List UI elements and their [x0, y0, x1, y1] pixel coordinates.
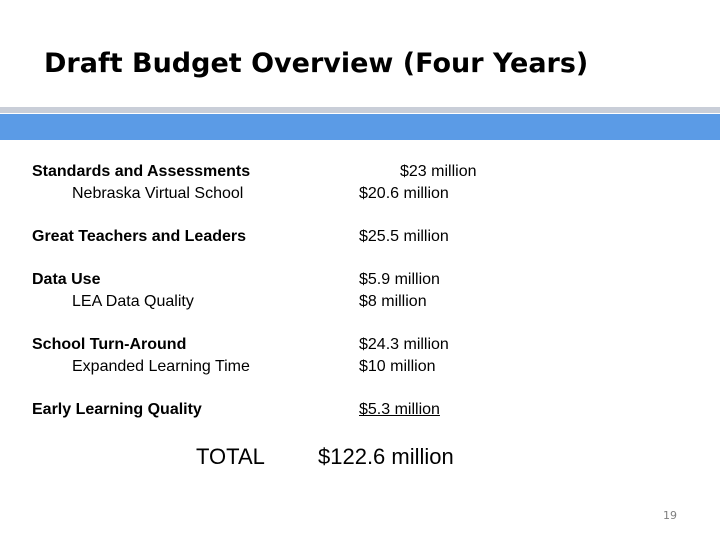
- budget-item-value: $5.3 million: [359, 401, 440, 418]
- total-value: $122.6 million: [318, 444, 454, 469]
- page-number: 19: [663, 509, 677, 522]
- budget-item-value: $25.5 million: [359, 228, 449, 245]
- budget-item-label: Great Teachers and Leaders: [32, 228, 247, 245]
- budget-subitem-value: $20.6 million: [359, 185, 449, 202]
- total-label: TOTAL: [196, 444, 265, 469]
- budget-subitem-label: LEA Data Quality: [72, 293, 194, 310]
- header-divider-thin: [0, 107, 720, 113]
- budget-item-label: Standards and Assessments: [32, 163, 251, 180]
- budget-item-label: Data Use: [32, 271, 101, 288]
- budget-item-label: School Turn-Around: [32, 336, 187, 353]
- budget-item-value: $23 million: [400, 163, 477, 180]
- budget-subitem-label: Expanded Learning Time: [72, 358, 250, 375]
- budget-item-value: $24.3 million: [359, 336, 449, 353]
- budget-subitem-label: Nebraska Virtual School: [72, 185, 244, 202]
- budget-subitem-value: $10 million: [359, 358, 436, 375]
- slide-title: Draft Budget Overview (Four Years): [44, 48, 589, 79]
- budget-item-label: Early Learning Quality: [32, 401, 202, 418]
- budget-item-value: $5.9 million: [359, 271, 440, 288]
- budget-subitem-value: $8 million: [359, 293, 427, 310]
- header-divider-bar: [0, 114, 720, 140]
